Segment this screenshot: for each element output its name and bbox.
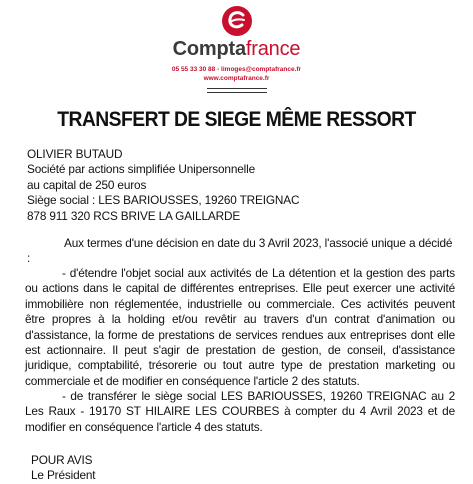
company-capital: au capital de 250 euros xyxy=(27,177,147,192)
decision-two-text: - de transférer le siège social LES BARIOUSSES, 19260 TREIGNAC au 2 Les Raux - 19170 ST HILAIRE LES COURBES à compter du 4 Avril 2023 et de modifier en conséquence l'article 4 des statuts. xyxy=(25,389,455,434)
header-divider xyxy=(207,88,267,89)
closing-line1: POUR AVIS xyxy=(31,453,93,467)
intro-paragraph xyxy=(27,236,453,267)
company-info xyxy=(27,147,453,224)
company-name: OLIVIER BUTAUD xyxy=(27,147,123,161)
company-seat: Siège social : LES BARIOUSSES, 19260 TREIGNAC xyxy=(27,193,300,208)
website-line: www.comptafrance.fr xyxy=(203,75,270,82)
company-form: Société par actions simplifiée Unipersonnelle xyxy=(27,162,256,177)
closing-line2: Le Président xyxy=(31,468,96,483)
decision-one xyxy=(25,266,455,389)
intro-text: Aux termes d'une décision en date du 3 Avril 2023, l'associé unique a décidé : xyxy=(27,236,453,266)
closing xyxy=(27,453,453,484)
brand-part1: Compta xyxy=(172,38,246,60)
comptafrance-logo-icon xyxy=(222,6,252,36)
contact-line: 05 55 33 30 88 - limoges@comptafrance.fr xyxy=(171,66,302,73)
decision-two xyxy=(25,389,455,435)
company-registration: 878 911 320 RCS BRIVE LA GAILLARDE xyxy=(27,208,241,223)
brand-name xyxy=(0,38,473,60)
decision-one-text: - d'étendre l'objet social aux activités de La détention et la gestion des parts ou actions dans le capital de différentes entreprises. Elle peut exercer une activité immobilière non réglementée, industrielle ou commerciale. Ces activités peuvent être propres à la holding et/ou revêtir au travers d'un contrat d'animation ou d'assistance, la forme de prestations de services rendues aux entreprises dont elle est actionnaire. Il peut s'agir de prestation de gestion, de conseil, d'assistance juridique, comptabilité, trésorerie ou tout autre type de prestation marketing ou commerciale et de modifier en conséquence l'article 2 des statuts. xyxy=(25,266,455,388)
header-divider xyxy=(207,92,267,93)
brand-part2: france xyxy=(245,38,301,60)
notice-title: TRANSFERT DE SIEGE MÊME RESSORT xyxy=(57,108,416,131)
